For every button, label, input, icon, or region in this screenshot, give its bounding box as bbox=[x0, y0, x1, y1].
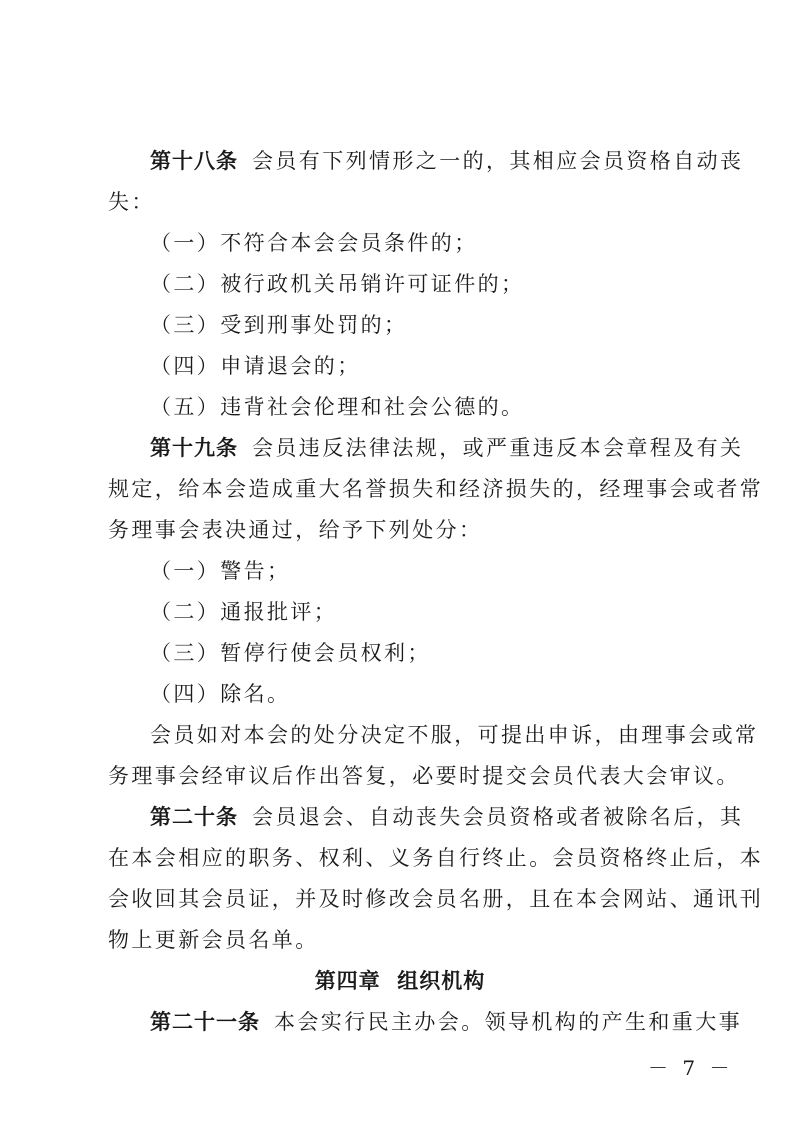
article-19-item-2: （二）通报批评； bbox=[150, 600, 338, 624]
article-19-item-1: （一）警告； bbox=[150, 559, 291, 583]
article-21-heading: 第二十一条 bbox=[150, 1010, 260, 1034]
article-19-item-4: （四）除名。 bbox=[150, 682, 291, 706]
article-19-text-1: 会员违反法律法规，或严重违反本会章程及有关 bbox=[252, 436, 744, 460]
page-number: － 7 － bbox=[648, 1056, 734, 1080]
article-19-line-2: 规定，给本会造成重大名誉损失和经济损失的，经理事会或者常 bbox=[108, 477, 764, 501]
article-18-item-1: （一）不符合本会会员条件的； bbox=[150, 231, 478, 255]
article-18-line-2: 失： bbox=[108, 190, 155, 214]
article-21-line-1 bbox=[150, 1009, 750, 1035]
article-18-text-1: 会员有下列情形之一的，其相应会员资格自动丧 bbox=[252, 149, 744, 173]
article-19-item-3: （三）暂停行使会员权利； bbox=[150, 641, 431, 665]
article-19-heading: 第十九条 bbox=[150, 436, 238, 460]
chapter-4-heading: 第四章 组织机构 bbox=[314, 969, 486, 993]
article-20-line-4: 物上更新会员名单。 bbox=[108, 928, 319, 952]
article-19-line-3: 务理事会表决通过，给予下列处分： bbox=[108, 518, 483, 542]
article-19-appeal-line-2: 务理事会经审议后作出答复，必要时提交会员代表大会审议。 bbox=[108, 764, 740, 788]
article-18-heading: 第十八条 bbox=[150, 149, 238, 173]
article-20-line-3: 会收回其会员证，并及时修改会员名册，且在本会网站、通讯刊 bbox=[108, 887, 764, 911]
article-18-line-1 bbox=[150, 148, 750, 174]
article-19-line-1 bbox=[150, 435, 750, 461]
article-19-appeal-line-1: 会员如对本会的处分决定不服，可提出申诉，由理事会或常 bbox=[150, 723, 759, 747]
article-20-heading: 第二十条 bbox=[150, 805, 238, 829]
article-18-item-3: （三）受到刑事处罚的； bbox=[150, 313, 408, 337]
article-18-item-4: （四）申请退会的； bbox=[150, 354, 361, 378]
article-20-line-2: 在本会相应的职务、权利、义务自行终止。会员资格终止后，本 bbox=[108, 846, 764, 870]
article-20-text-1: 会员退会、自动丧失会员资格或者被除名后，其 bbox=[252, 805, 744, 829]
article-18-item-2: （二）被行政机关吊销许可证件的； bbox=[150, 272, 525, 296]
article-21-text-1: 本会实行民主办会。领导机构的产生和重大事 bbox=[274, 1010, 742, 1034]
article-18-item-5: （五）违背社会伦理和社会公德的。 bbox=[150, 395, 525, 419]
article-20-line-1 bbox=[150, 804, 750, 830]
